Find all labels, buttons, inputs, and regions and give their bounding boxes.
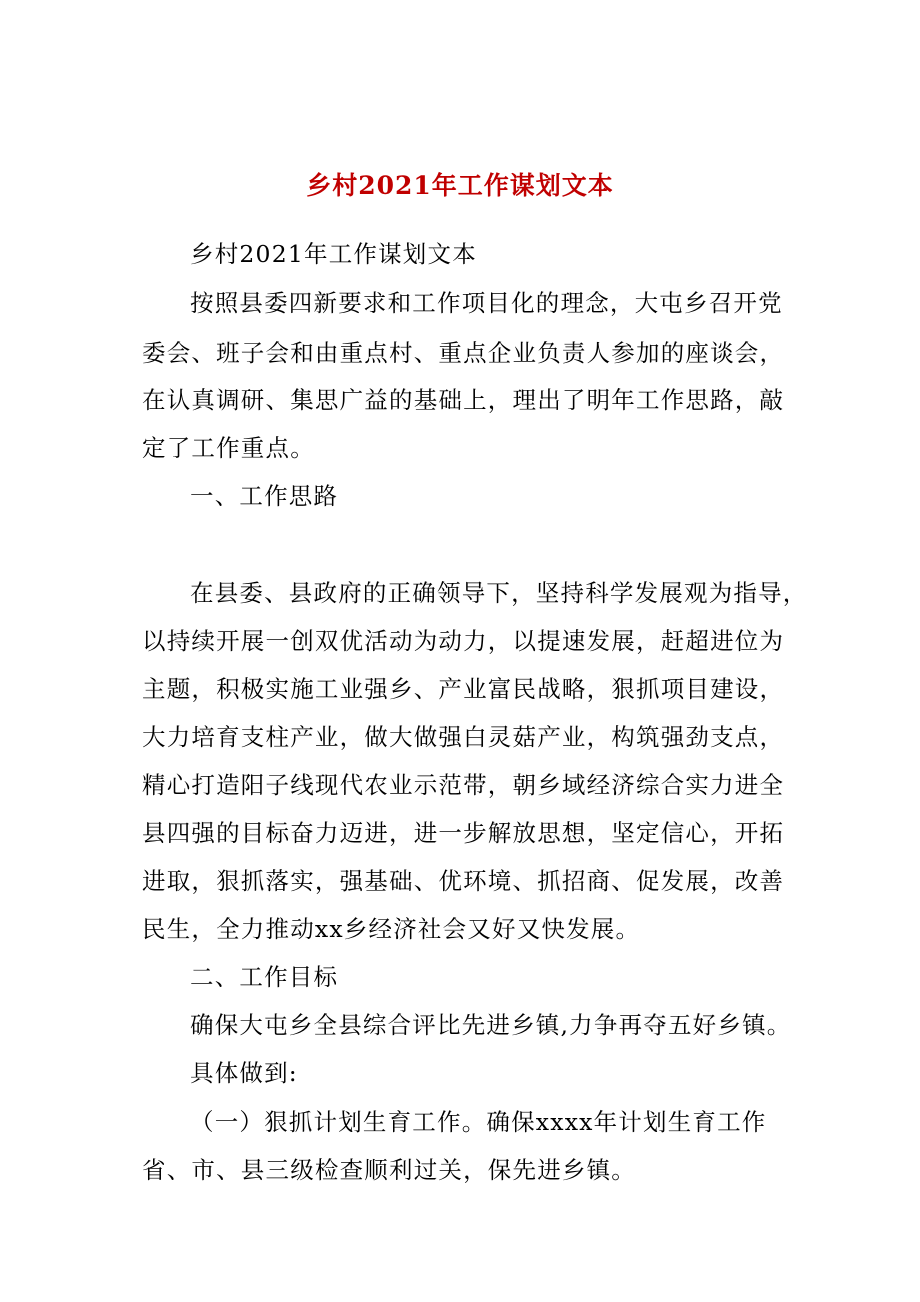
document-title: 乡村2021年工作谋划文本 bbox=[306, 171, 614, 200]
paragraph-line: 进取，狠抓落实，强基础、优环境、抓招商、促发展，改善 bbox=[142, 867, 785, 895]
paragraph-line: 在认真调研、集思广益的基础上，理出了明年工作思路，敲 bbox=[142, 386, 785, 414]
paragraph-line: 具体做到: bbox=[190, 1059, 298, 1087]
paragraph-line: 按照县委四新要求和工作项目化的理念，大屯乡召开党 bbox=[190, 289, 783, 317]
section-heading: 二、工作目标 bbox=[190, 963, 339, 991]
paragraph-line: 县四强的目标奋力迈进，进一步解放思想，坚定信心，开拓 bbox=[142, 819, 785, 847]
paragraph-line: 精心打造阳子线现代农业示范带，朝乡域经济综合实力进全 bbox=[142, 771, 785, 799]
section-heading: 一、工作思路 bbox=[190, 482, 339, 510]
paragraph-line: （一）狠抓计划生育工作。确保xxxx年计划生育工作 bbox=[190, 1108, 767, 1136]
paragraph-line: 确保大屯乡全县综合评比先进乡镇,力争再夺五好乡镇。 bbox=[190, 1011, 792, 1039]
paragraph-line: 定了工作重点。 bbox=[142, 434, 315, 462]
paragraph-line: 省、市、县三级检查顺利过关，保先进乡镇。 bbox=[142, 1156, 636, 1184]
paragraph-line: 在县委、县政府的正确领导下，坚持科学发展观为指导， bbox=[190, 579, 808, 607]
paragraph-line: 以持续开展一创双优活动为动力，以提速发展，赶超进位为 bbox=[142, 627, 785, 655]
subtitle-line: 乡村2021年工作谋划文本 bbox=[190, 240, 477, 268]
paragraph-line: 主题，积极实施工业强乡、产业富民战略，狠抓项目建设， bbox=[142, 675, 785, 703]
paragraph-line: 民生，全力推动xx乡经济社会又好又快发展。 bbox=[142, 915, 641, 943]
paragraph-line: 委会、班子会和由重点村、重点企业负责人参加的座谈会， bbox=[142, 339, 785, 367]
paragraph-line: 大力培育支柱产业，做大做强白灵菇产业，构筑强劲支点， bbox=[142, 723, 785, 751]
